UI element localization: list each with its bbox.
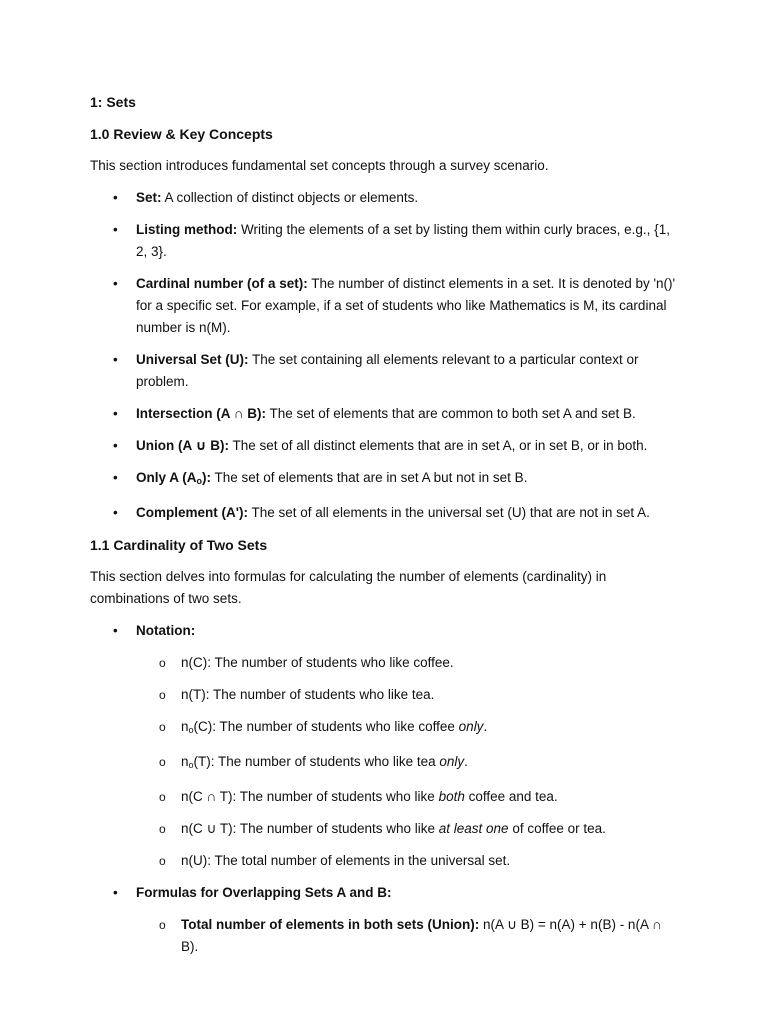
chapter-heading: 1: Sets — [90, 94, 136, 110]
emphasis: at least one — [438, 821, 509, 836]
concept-term: Intersection (A ∩ B): — [136, 406, 267, 421]
subscript: o — [188, 760, 194, 770]
concept-desc: The set of elements that are in set A but not in set B. — [211, 470, 528, 485]
concept-desc: The set of elements that are common to both set A and set B. — [266, 406, 636, 421]
concept-term-text: Only A (A — [136, 470, 197, 485]
list-item — [90, 349, 682, 393]
formulas-list — [136, 914, 682, 958]
notation-text: n(C ∩ T): The number of students who like — [181, 789, 439, 804]
notation-label: Notation: — [136, 623, 196, 638]
list-item — [90, 403, 682, 425]
emphasis: only — [439, 754, 465, 769]
list-item — [90, 502, 682, 524]
notation-text: . — [483, 719, 488, 734]
concept-desc: The number of distinct elements in a set. It is denoted by 'n()' for a specific set. For example, if a set of students who like Mathematics is M, its cardinal number is n(M). — [136, 276, 676, 335]
notation-text: n — [181, 719, 189, 734]
notation-text: . — [464, 754, 468, 769]
concepts-list — [90, 187, 682, 524]
section-heading-review: 1.0 Review & Key Concepts — [90, 126, 273, 142]
formula-term: Total number of elements in both sets (Union): — [181, 917, 480, 932]
concept-term: Cardinal number (of a set): — [136, 276, 308, 291]
list-item — [136, 684, 682, 706]
concept-desc: A collection of distinct objects or elements. — [161, 190, 419, 205]
concept-term: Union (A ∪ B): — [136, 438, 229, 453]
list-item — [136, 652, 682, 674]
document-body — [90, 91, 682, 968]
list-item — [136, 818, 682, 840]
notation-text: (T): The number of students who like tea — [193, 754, 440, 769]
notation-list — [136, 652, 682, 872]
list-item — [90, 467, 682, 492]
list-item — [136, 914, 682, 958]
review-intro: This section introduces fundamental set concepts through a survey scenario. — [90, 158, 549, 173]
concept-term: Universal Set (U): — [136, 352, 249, 367]
concept-term: Set: — [136, 190, 162, 205]
subscript: o — [188, 725, 194, 735]
notation-text: n(U): The total number of elements in the universal set. — [181, 853, 511, 868]
concept-desc: Writing the elements of a set by listing them within curly braces, e.g., {1, 2, 3}. — [136, 222, 670, 259]
notation-text: n — [181, 754, 189, 769]
notation-text: coffee and tea. — [464, 789, 558, 804]
list-item — [90, 882, 682, 958]
notation-text: n(C ∪ T): The number of students who like — [181, 821, 439, 836]
concept-term-text: ): — [202, 470, 211, 485]
formula-desc: n(A ∪ B) = n(A) + n(B) - n(A ∩ B). — [181, 917, 662, 954]
list-item — [90, 273, 682, 339]
list-item — [136, 786, 682, 808]
list-item — [136, 850, 682, 872]
cardinality-intro: This section delves into formulas for calculating the number of elements (cardinality) in combinations of two sets. — [90, 569, 607, 606]
list-item — [90, 435, 682, 457]
subscript: o — [196, 476, 202, 486]
list-item — [90, 620, 682, 872]
cardinality-list — [90, 620, 682, 958]
notation-text: n(T): The number of students who like tea. — [181, 687, 435, 702]
emphasis: both — [438, 789, 465, 804]
section-heading-cardinality: 1.1 Cardinality of Two Sets — [90, 537, 268, 553]
notation-text: n(C): The number of students who like coffee. — [181, 655, 454, 670]
concept-term: Listing method: — [136, 222, 238, 237]
concept-desc: The set of all elements in the universal set (U) that are not in set A. — [247, 505, 650, 520]
concept-desc: The set of all distinct elements that are in set A, or in set B, or in both. — [228, 438, 648, 453]
list-item — [90, 219, 682, 263]
list-item — [136, 716, 682, 741]
concept-term — [136, 470, 211, 485]
list-item — [90, 187, 682, 209]
notation-text: of coffee or tea. — [508, 821, 606, 836]
emphasis: only — [458, 719, 484, 734]
concept-desc: The set containing all elements relevant to a particular context or problem. — [136, 352, 639, 389]
list-item — [136, 751, 682, 776]
concept-term: Complement (A'): — [136, 505, 248, 520]
formulas-label: Formulas for Overlapping Sets A and B: — [136, 885, 392, 900]
notation-text: (C): The number of students who like coffee — [193, 719, 459, 734]
